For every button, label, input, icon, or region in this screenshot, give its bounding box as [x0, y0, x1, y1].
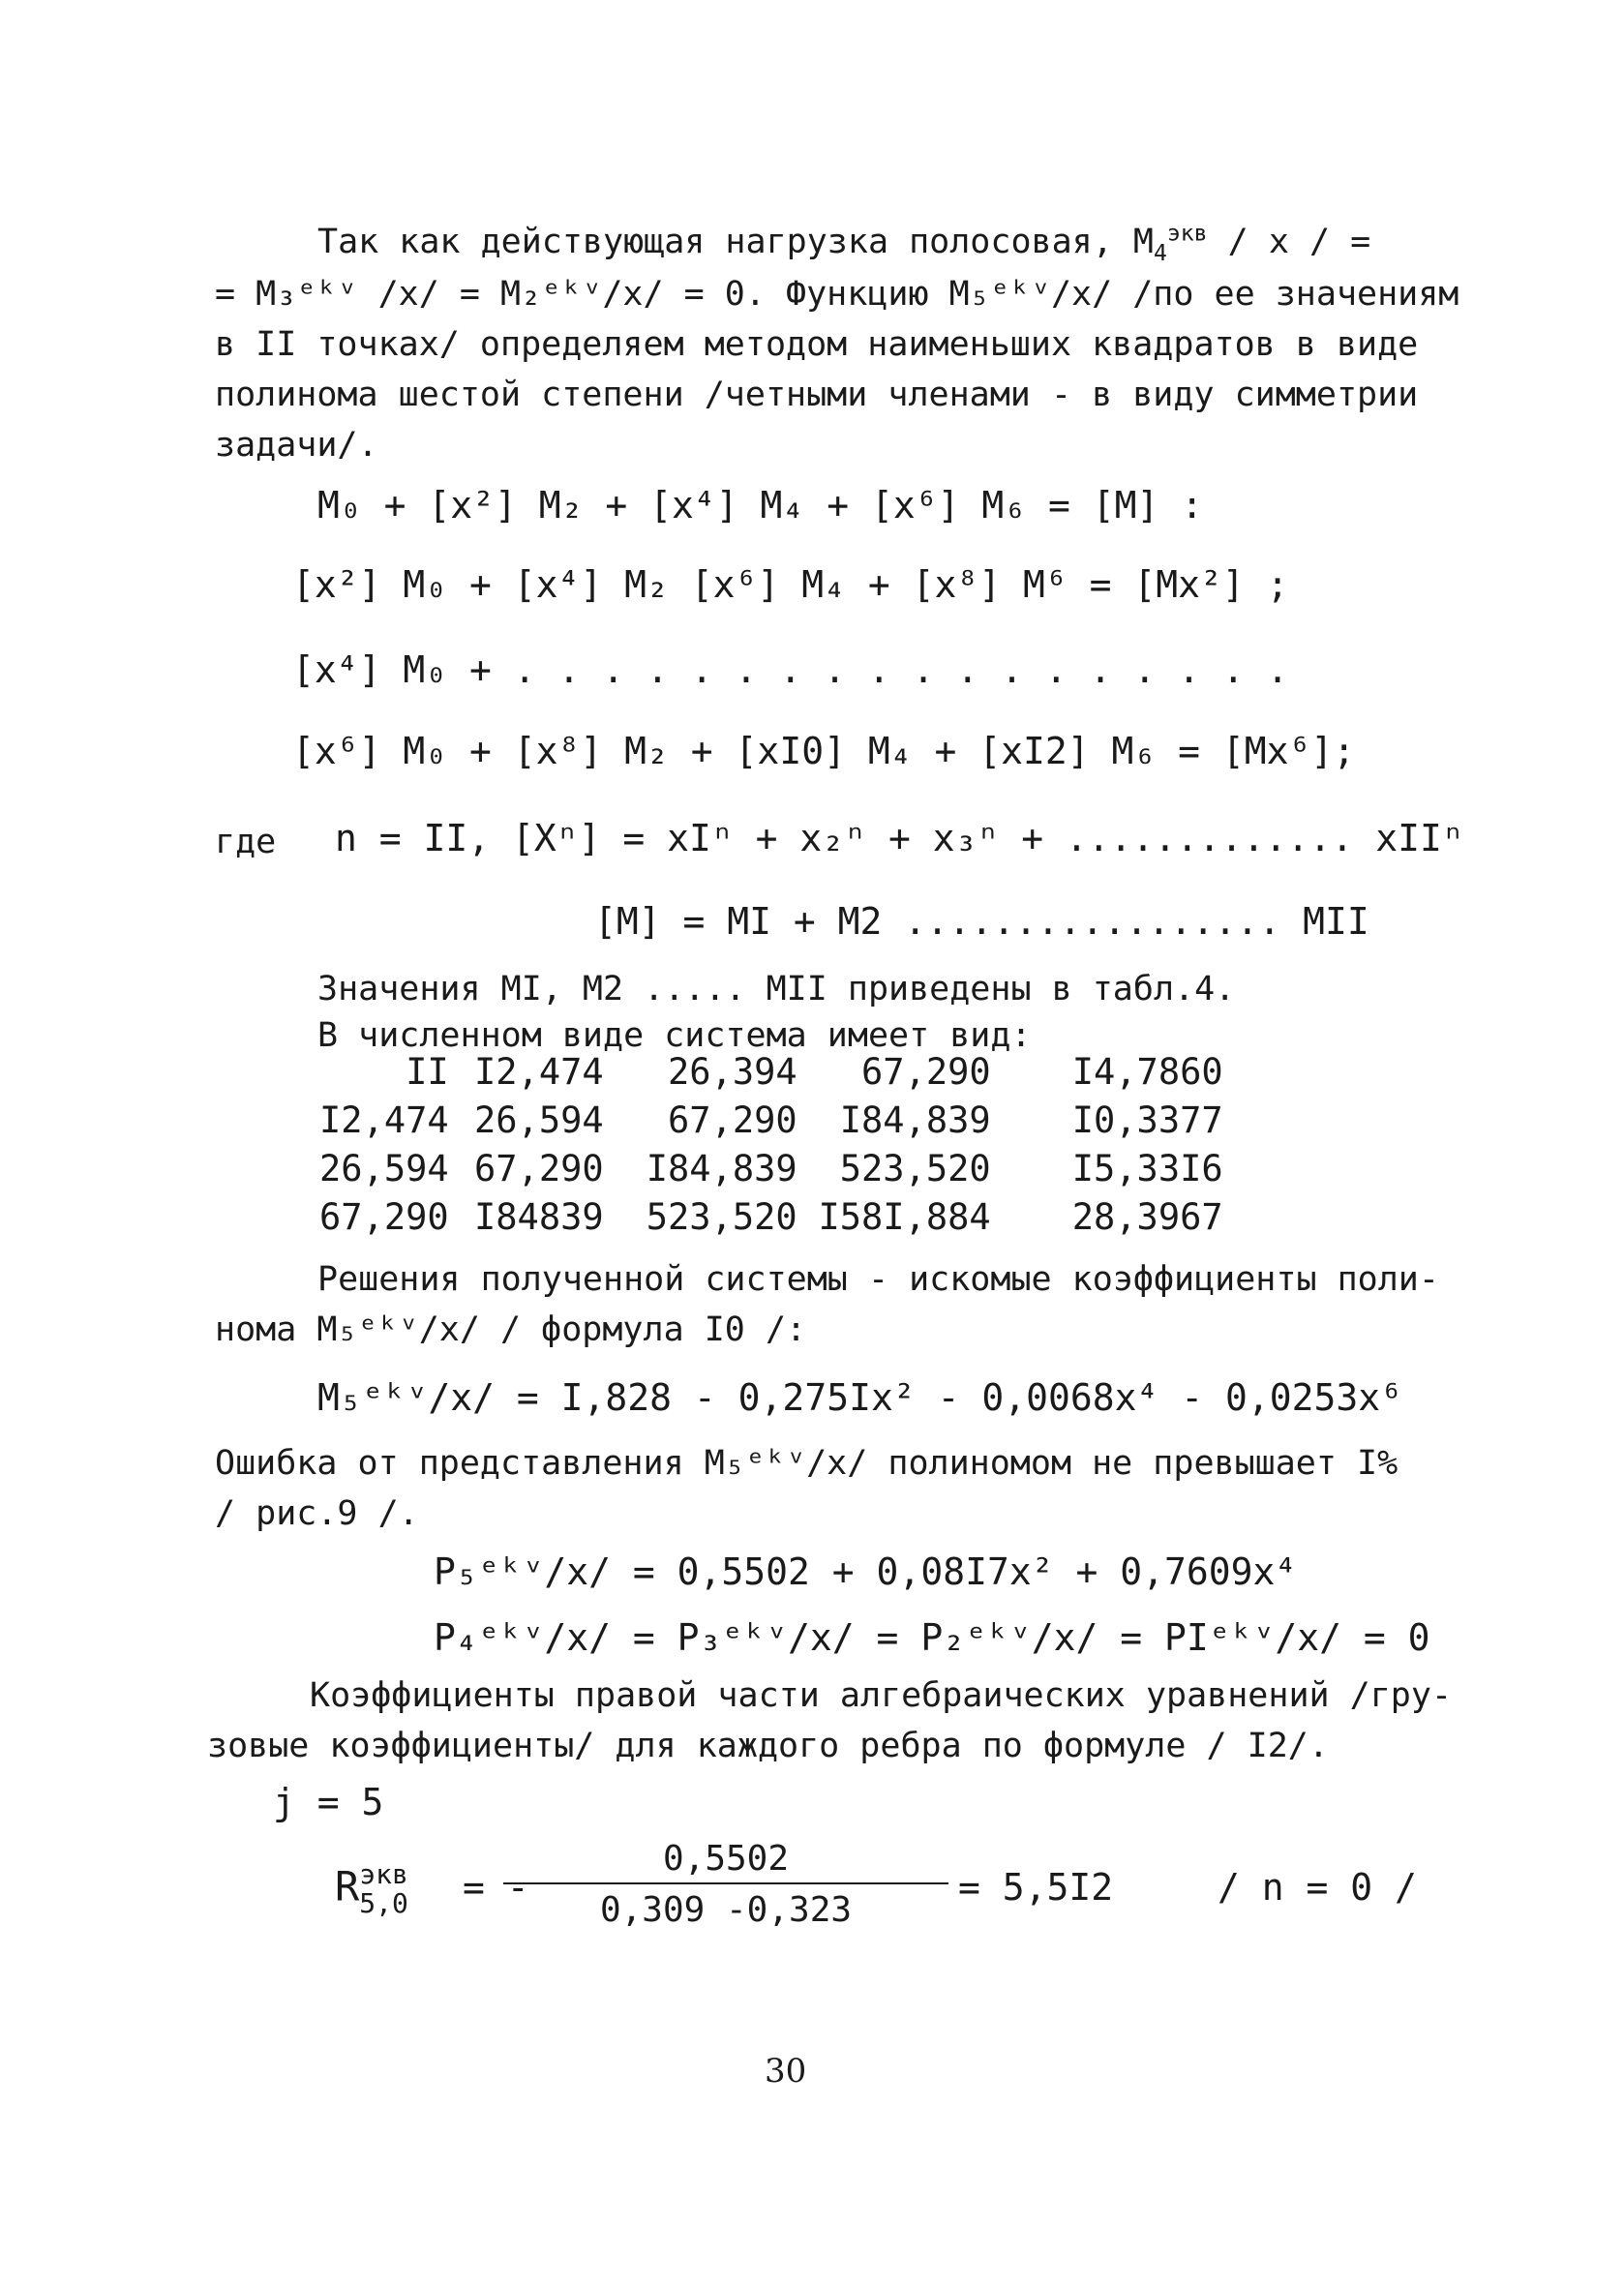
matrix-cell: I58I,884: [818, 1195, 991, 1238]
system-eq-2: [x²] M₀ + [x⁴] M₂ [x⁶] M₄ + [x⁸] M⁶ = [Mx²] ;: [292, 563, 1289, 606]
page-number: 30: [765, 2052, 807, 2091]
matrix-row: [319, 1192, 1223, 1241]
r-fraction: [503, 1839, 948, 1930]
matrix-cell: 67,290: [668, 1098, 797, 1141]
matrix-cell: 67,290: [319, 1195, 449, 1238]
matrix-cell: 523,520: [646, 1195, 797, 1238]
numeric-intro: В численном виде система имеет вид:: [317, 1016, 1032, 1055]
where-def-n: n = II, [Xⁿ] = xIⁿ + x₂ⁿ + x₃ⁿ + ............. xIIⁿ: [335, 817, 1464, 859]
matrix-row: [319, 1144, 1223, 1192]
intro-line-3: в II точках/ определяем методом наименьших квадратов в виде: [215, 325, 1419, 364]
matrix-cell: I2,474: [474, 1050, 604, 1093]
r-symbol: R экв 5,0: [335, 1858, 408, 1919]
matrix-cell: 523,520: [839, 1147, 991, 1189]
matrix-cell: II: [406, 1050, 449, 1093]
error-line-1: Ошибка от представления M₅ᵉᵏᵛ/x/ полиномом не превышает I%: [215, 1444, 1398, 1483]
matrix-cell: 26,594: [474, 1098, 604, 1141]
matrix-cell: I4,7860: [1071, 1050, 1223, 1093]
solution-line-2: нома M₅ᵉᵏᵛ/x/ / формула I0 /:: [215, 1310, 807, 1349]
intro-text-1: Так как действующая нагрузка полосовая,: [317, 223, 1113, 261]
where-def-m: [M] = MI + M2 ................. MII: [594, 900, 1369, 943]
load-coeffs-line-1: Коэффициенты правой части алгебраических уравнений /гру-: [310, 1676, 1453, 1715]
matrix-row: [319, 1096, 1223, 1144]
matrix-cell: I84,839: [839, 1098, 991, 1141]
matrix-cell: I2,474: [319, 1098, 449, 1141]
matrix-cell: 67,290: [474, 1147, 604, 1189]
solution-line-1: Решения полученной системы - искомые коэффициенты поли-: [317, 1260, 1439, 1299]
r-denominator: 0,309 -0,323: [599, 1890, 853, 1930]
r-equals-minus: = -: [463, 1866, 529, 1909]
p5-formula: P₅ᵉᵏᵛ/x/ = 0,5502 + 0,08I7x² + 0,7609x⁴: [434, 1550, 1298, 1593]
values-note: Значения MI, M2 ..... MII приведены в табл.4.: [317, 970, 1236, 1008]
matrix-cell: 26,594: [319, 1147, 449, 1189]
matrix-cell: I0,3377: [1071, 1098, 1223, 1141]
r-result: = 5,5I2: [958, 1866, 1114, 1909]
intro-line-5: задачи/.: [215, 426, 378, 465]
intro-line-4: полинома шестой степени /четными членами - в виду симметрии: [215, 376, 1419, 414]
where-label: где: [215, 823, 277, 861]
coefficient-matrix: [319, 1047, 1223, 1241]
matrix-row: [319, 1047, 1223, 1096]
polynomial-formula: M₅ᵉᵏᵛ/x/ = I,828 - 0,275Ix² - 0,0068x⁴ - 0,0253x⁶: [317, 1376, 1403, 1419]
system-eq-4: [x⁶] M₀ + [x⁸] M₂ + [xI0] M₄ + [xI2] M₆ = [Mx⁶];: [292, 730, 1356, 772]
intro-line-2: = M₃ᵉᵏᵛ /x/ = M₂ᵉᵏᵛ/x/ = 0. Функцию M₅ᵉᵏᵛ/x/ /по ее значениям: [215, 275, 1459, 314]
matrix-cell: I84,839: [646, 1147, 797, 1189]
r-note: / n = 0 /: [1218, 1866, 1417, 1909]
matrix-cell: 67,290: [861, 1050, 991, 1093]
p4-formula: P₄ᵉᵏᵛ/x/ = P₃ᵉᵏᵛ/x/ = P₂ᵉᵏᵛ/x/ = PIᵉᵏᵛ/x/ = 0: [434, 1616, 1430, 1659]
intro-line-1: [317, 221, 1371, 266]
system-eq-3: [x⁴] M₀ + . . . . . . . . . . . . . . . . . .: [292, 648, 1289, 691]
j-value: j = 5: [273, 1781, 384, 1823]
matrix-cell: 26,394: [668, 1050, 797, 1093]
load-coeffs-line-2: зовые коэффициенты/ для каждого ребра по формуле / I2/.: [207, 1727, 1329, 1765]
matrix-cell: I5,33I6: [1071, 1147, 1223, 1189]
intro-text-1-end: / x / =: [1227, 223, 1371, 261]
error-line-2: / рис.9 /.: [215, 1494, 419, 1533]
r-numerator: 0,5502: [503, 1839, 948, 1884]
matrix-cell: I84839: [474, 1195, 604, 1238]
system-eq-1: M₀ + [x²] M₂ + [x⁴] M₄ + [x⁶] M₆ = [M] :: [317, 484, 1204, 527]
matrix-cell: 28,3967: [1071, 1195, 1223, 1238]
m4-symbol: $M_4^{экв}$: [1132, 221, 1208, 266]
